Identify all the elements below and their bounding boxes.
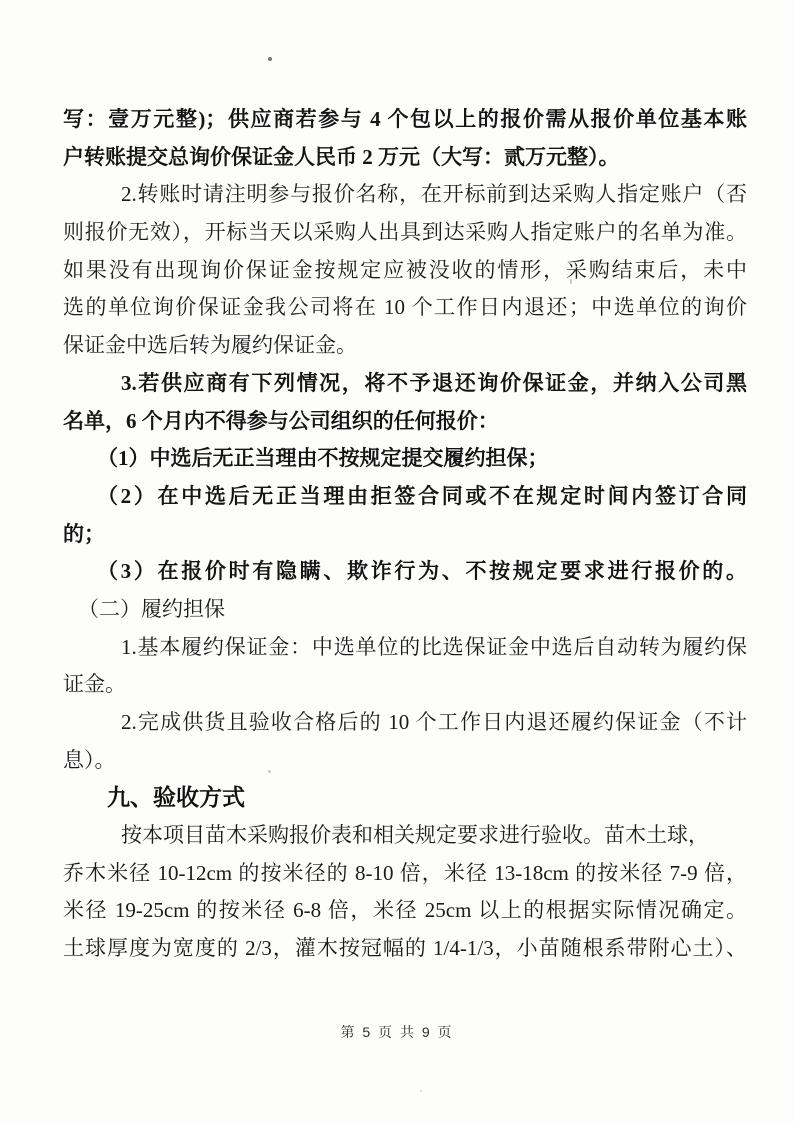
text-line: 选的单位询价保证金我公司将在 10 个工作日内退还；中选单位的询价 <box>63 295 747 320</box>
list-item-line: （3）在报价时有隐瞒、欺诈行为、不按规定要求进行报价的。 <box>97 559 747 584</box>
text-line: 息）。 <box>63 747 116 772</box>
text-line: 米径 19-25cm 的按米径 6-8 倍，米径 25cm 以上的根据实际情况确定。 <box>63 898 747 923</box>
section-heading: 九、验收方式 <box>107 784 245 811</box>
scan-speck <box>268 57 272 61</box>
scan-speck <box>420 1090 422 1092</box>
scan-speck <box>496 489 498 492</box>
text-line: 按本项目苗木采购报价表和相关规定要求进行验收。苗木土球， <box>121 823 709 848</box>
text-line: 土球厚度为宽度的 2/3，灌木按冠幅的 1/4-1/3，小苗随根系带附心土）、 <box>63 936 747 961</box>
text-line: 保证金中选后转为履约保证金。 <box>63 333 357 358</box>
list-item-line: （1）中选后无正当理由不按规定提交履约担保； <box>97 446 549 471</box>
text-line: 3.若供应商有下列情况，将不予退还询价保证金，并纳入公司黑 <box>121 370 747 395</box>
text-line: 如果没有出现询价保证金按规定应被没收的情形，采购结束后，未中 <box>63 257 747 282</box>
text-line: 名单，6 个月内不得参与公司组织的任何报价： <box>63 408 499 433</box>
text-line: 写：壹万元整)；供应商若参与 4 个包以上的报价需从报价单位基本账 <box>63 107 747 131</box>
page-footer: 第 5 页 共 9 页 <box>340 1024 454 1040</box>
document-body <box>63 101 747 968</box>
text-line: 乔木米径 10-12cm 的按米径的 8-10 倍，米径 13-18cm 的按米径 7-9 倍， <box>63 860 747 885</box>
subsection-heading: （二）履约担保 <box>78 596 225 621</box>
text-line: 2.完成供货且验收合格后的 10 个工作日内退还履约保证金（不计 <box>121 710 747 734</box>
list-item-line: （2）在中选后无正当理由拒签合同或不在规定时间内签订合同 <box>97 483 747 508</box>
scan-speck <box>268 770 271 773</box>
scan-speck <box>570 279 572 284</box>
text-line: 1.基本履约保证金：中选单位的比选保证金中选后自动转为履约保 <box>121 634 747 659</box>
text-line: 证金。 <box>63 672 126 697</box>
text-line: 2.转账时请注明参与报价名称，在开标前到达采购人指定账户（否 <box>121 182 747 207</box>
text-line: 户转账提交总询价保证金人民币 2 万元（大写：贰万元整）。 <box>63 144 620 169</box>
text-line: 则报价无效），开标当天以采购人出具到达采购人指定账户的名单为准。 <box>63 220 747 245</box>
list-item-line: 的； <box>63 521 105 546</box>
